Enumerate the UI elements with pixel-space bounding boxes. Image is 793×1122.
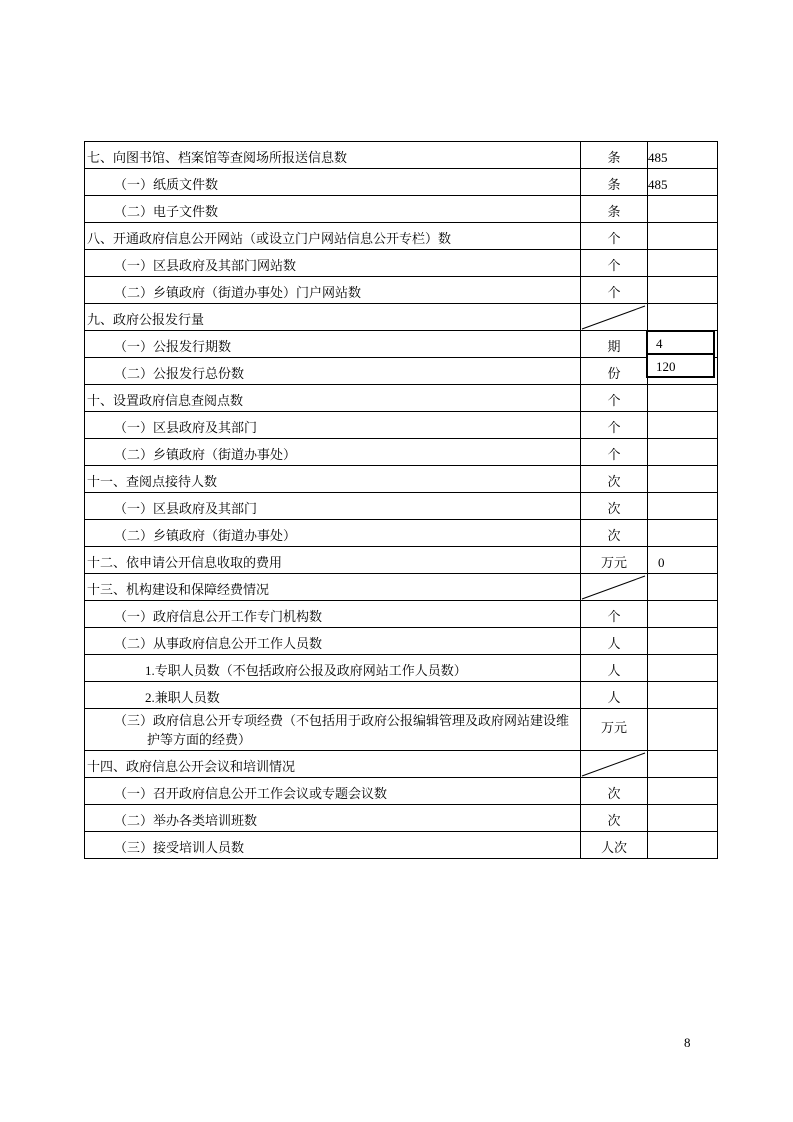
value-cell[interactable] — [648, 385, 718, 412]
item-label: 十一、查阅点接待人数 — [85, 466, 581, 493]
value-cell[interactable] — [648, 601, 718, 628]
table-row — [85, 493, 718, 520]
item-label: 十二、依申请公开信息收取的费用 — [85, 547, 581, 574]
value-cell[interactable] — [648, 250, 718, 277]
item-label: （三）政府信息公开专项经费（不包括用于政府公报编辑管理及政府网站建设维护等方面的经费） — [85, 709, 581, 751]
item-label: 七、向图书馆、档案馆等查阅场所报送信息数 — [85, 142, 581, 169]
value-cell[interactable] — [648, 304, 718, 331]
unit-cell: 次 — [581, 520, 648, 547]
unit-cell: 条 — [581, 142, 648, 169]
unit-cell: 条 — [581, 196, 648, 223]
value-cell[interactable] — [648, 751, 718, 778]
item-label: （二）从事政府信息公开工作人员数 — [85, 628, 581, 655]
value-cell[interactable] — [648, 439, 718, 466]
value-cell[interactable]: 485 — [648, 142, 718, 169]
unit-cell: 次 — [581, 778, 648, 805]
table-row — [85, 709, 718, 751]
table-row — [85, 778, 718, 805]
item-label: （一）政府信息公开工作专门机构数 — [85, 601, 581, 628]
unit-cell: 人 — [581, 628, 648, 655]
table-row — [85, 832, 718, 859]
value-cell[interactable] — [648, 277, 718, 304]
item-label: 十、设置政府信息查阅点数 — [85, 385, 581, 412]
table-row — [85, 250, 718, 277]
page-number: 8 — [684, 1035, 691, 1050]
table-row — [85, 439, 718, 466]
unit-cell: 人次 — [581, 832, 648, 859]
value-cell[interactable]: 485 — [648, 169, 718, 196]
item-label: （一）区县政府及其部门网站数 — [85, 250, 581, 277]
table-row — [85, 385, 718, 412]
unit-cell: 人 — [581, 655, 648, 682]
unit-cell: 个 — [581, 250, 648, 277]
table-row — [85, 304, 718, 331]
item-label: （二）电子文件数 — [85, 196, 581, 223]
item-label: 1.专职人员数（不包括政府公报及政府网站工作人员数） — [85, 655, 581, 682]
item-label: 八、开通政府信息公开网站（或设立门户网站信息公开专栏）数 — [85, 223, 581, 250]
value-cell[interactable] — [648, 223, 718, 250]
item-label: 十四、政府信息公开会议和培训情况 — [85, 751, 581, 778]
value-cell[interactable] — [648, 682, 718, 709]
table-row — [85, 520, 718, 547]
unit-cell: 个 — [581, 439, 648, 466]
value-cell[interactable] — [648, 805, 718, 832]
unit-cell: 次 — [581, 493, 648, 520]
unit-cell: 条 — [581, 169, 648, 196]
unit-cell: 人 — [581, 682, 648, 709]
item-label: （一）区县政府及其部门 — [85, 412, 581, 439]
item-label: （三）接受培训人员数 — [85, 832, 581, 859]
item-label: （二）公报发行总份数 — [85, 358, 581, 385]
value-highlight-box — [646, 330, 715, 378]
table-row — [85, 412, 718, 439]
unit-cell — [581, 751, 648, 778]
unit-cell: 次 — [581, 805, 648, 832]
value-cell[interactable] — [648, 196, 718, 223]
unit-cell: 份 — [581, 358, 648, 385]
diagonal-slash-icon — [581, 575, 646, 600]
table-row — [85, 805, 718, 832]
table-row — [85, 169, 718, 196]
item-label: （一）召开政府信息公开工作会议或专题会议数 — [85, 778, 581, 805]
table-row — [85, 196, 718, 223]
item-label: （一）纸质文件数 — [85, 169, 581, 196]
value-cell[interactable] — [648, 466, 718, 493]
unit-cell: 期 — [581, 331, 648, 358]
value-cell[interactable] — [648, 655, 718, 682]
value-cell[interactable] — [648, 412, 718, 439]
table-row — [85, 574, 718, 601]
value-cell[interactable] — [648, 628, 718, 655]
item-label: （二）乡镇政府（街道办事处） — [85, 439, 581, 466]
item-label: （二）举办各类培训班数 — [85, 805, 581, 832]
item-label: （二）乡镇政府（街道办事处） — [85, 520, 581, 547]
bulletin-issues-value-field[interactable]: 4 — [648, 332, 713, 355]
statistics-table — [84, 141, 718, 859]
unit-cell: 万元 — [581, 709, 648, 751]
item-label: （一）公报发行期数 — [85, 331, 581, 358]
value-cell[interactable] — [648, 520, 718, 547]
table-row — [85, 751, 718, 778]
value-cell[interactable] — [648, 778, 718, 805]
unit-cell: 个 — [581, 412, 648, 439]
bulletin-copies-value-field[interactable]: 120 — [656, 359, 676, 374]
table-row — [85, 655, 718, 682]
table-row — [85, 331, 718, 358]
item-label: （一）区县政府及其部门 — [85, 493, 581, 520]
table-row — [85, 628, 718, 655]
item-label: 2.兼职人员数 — [85, 682, 581, 709]
table-row — [85, 682, 718, 709]
unit-cell: 个 — [581, 277, 648, 304]
table-row — [85, 358, 718, 385]
table-row — [85, 142, 718, 169]
unit-cell: 个 — [581, 223, 648, 250]
item-label: （二）乡镇政府（街道办事处）门户网站数 — [85, 277, 581, 304]
unit-cell: 次 — [581, 466, 648, 493]
item-label: 九、政府公报发行量 — [85, 304, 581, 331]
table-row — [85, 223, 718, 250]
report-table-body — [85, 142, 718, 859]
value-cell[interactable] — [648, 493, 718, 520]
table-row — [85, 466, 718, 493]
value-cell[interactable] — [648, 709, 718, 751]
unit-cell — [581, 304, 648, 331]
value-cell[interactable] — [648, 832, 718, 859]
diagonal-slash-icon — [581, 305, 646, 330]
table-row — [85, 277, 718, 304]
unit-cell: 个 — [581, 601, 648, 628]
value-cell[interactable]: 0 — [648, 547, 718, 574]
diagonal-slash-icon — [581, 752, 646, 777]
unit-cell — [581, 574, 648, 601]
table-row — [85, 601, 718, 628]
table-row — [85, 547, 718, 574]
unit-cell: 万元 — [581, 547, 648, 574]
value-cell[interactable] — [648, 574, 718, 601]
unit-cell: 个 — [581, 385, 648, 412]
item-label: 十三、机构建设和保障经费情况 — [85, 574, 581, 601]
